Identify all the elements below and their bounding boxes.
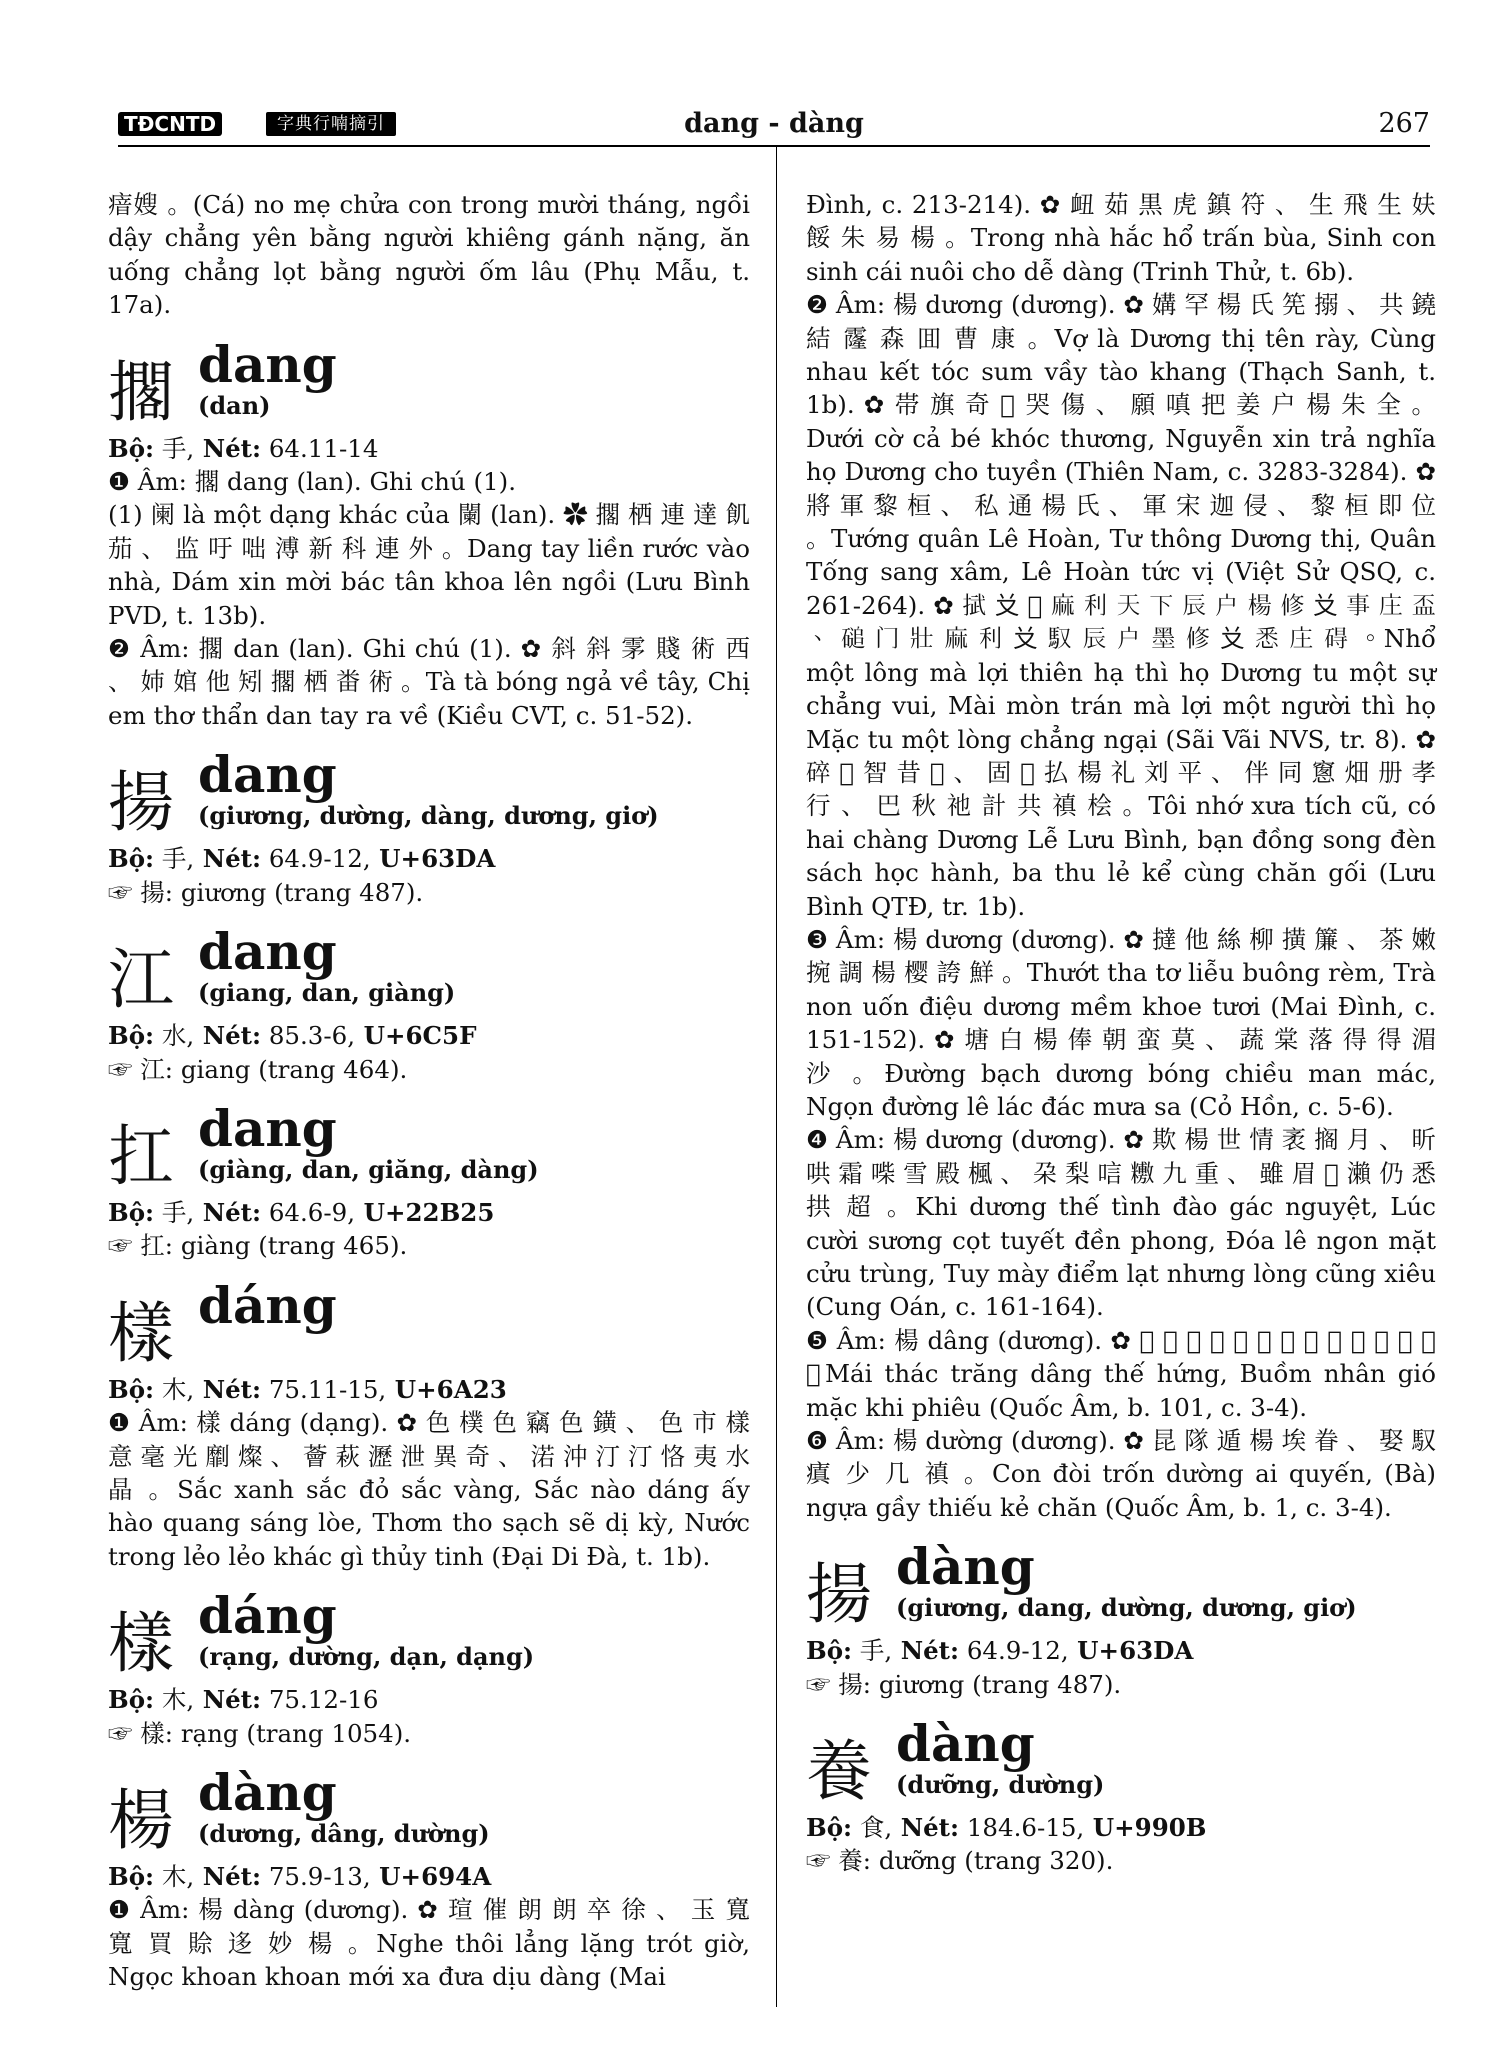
headword-character: 江	[108, 941, 174, 1019]
meta-strokes: 64.11-14	[261, 433, 379, 463]
entry-head	[108, 334, 750, 431]
headword: dáng	[198, 1275, 337, 1335]
alternate-readings: (giang, dan, giàng)	[198, 978, 456, 1008]
headword-character: 擱	[108, 353, 174, 431]
meta-label-radical: Bộ:	[108, 1374, 155, 1404]
sense-line: ❹ Âm: 楊 dương (dương). ✿ 欺 楊 世 情 袤 搁 月 、 昕 哄 霜 喍 雪 殿 楓 、 朶 梨 唁 𥼼 九 重 、 雖 眉 𥘀 瀨 仍 悉 拱 超 。Khi dương thế tình đào gác nguyệt, Lúc cười sương cọt tuyết đền phong, Đóa lê ngon mặt cửu trùng, Tuy mày điểm lạt nhưng lòng cũng xiêu (Cung Oán, c. 161-164).	[806, 1125, 1436, 1322]
sense-line: ❸ Âm: 楊 dương (dương). ✿ 撻 他 絲 柳 撗 簾 、 茶 嫩 捥 調 楊 樱 誇 鮮 。Thướt tha tơ liễu buông rèm, Trà non uốn điệu dương mềm khoe tươi (Mai Đình, c. 151-152). ✿ 塘 白 楊 俸 朝 蛮 莫 、 蔬 棠 落 得 得 湄 沙 。Đường bạch dương bóng chiều man mác, Ngọn đường lê lác đác mưa sa (Cỏ Hồn, c. 5-6).	[806, 924, 1436, 1121]
meta-unicode: U+990B	[1084, 1813, 1207, 1843]
headword: dang	[198, 922, 337, 982]
entry-meta	[108, 1019, 750, 1052]
meta-radical: 手,	[154, 433, 195, 463]
headword-block	[198, 1098, 539, 1184]
meta-radical: 手,	[154, 1197, 195, 1227]
meta-strokes: 75.9-13,	[261, 1861, 371, 1891]
meta-label-strokes: Nét:	[194, 433, 262, 463]
meta-radical: 水,	[154, 1021, 195, 1051]
alternate-readings: (giương, dang, dường, dương, giơ)	[896, 1593, 1357, 1623]
meta-strokes: 184.6-15,	[959, 1813, 1085, 1843]
right-entries	[806, 1537, 1436, 1878]
continuation-text: Đình, c. 213-214). ✿ 衄 茹 黒 虎 鎮 符 、 生 飛 生 妋 餒 朱 易 楊 。Trong nhà hắc hổ trấn bùa, Sinh con sinh cái nuôi cho dễ dàng (Trinh Thử, t. 6b).	[806, 190, 1436, 286]
left-column	[108, 188, 750, 1994]
meta-unicode: U+6C5F	[355, 1021, 477, 1051]
meta-unicode: U+694A	[370, 1861, 492, 1891]
meta-label-radical: Bộ:	[108, 433, 155, 463]
meta-label-strokes: Nét:	[892, 1636, 960, 1666]
alternate-readings: (dưỡng, dường)	[896, 1770, 1105, 1800]
right-column	[806, 188, 1436, 1878]
meta-label-radical: Bộ:	[108, 1021, 155, 1051]
sense-line: ☞ 樣: rạng (trang 1054).	[108, 1718, 412, 1748]
alternate-readings: (dan)	[198, 390, 271, 420]
headword-character: 樣	[108, 1605, 174, 1683]
seal-logo: 字典行喃摘引	[266, 112, 396, 136]
meta-label-strokes: Nét:	[194, 1374, 262, 1404]
meta-label-radical: Bộ:	[108, 1197, 155, 1227]
entry-head	[108, 1586, 750, 1683]
sense-line: ❶ Âm: 樣 dáng (dạng). ✿ 色 樸 色 竊 色 鐄 、 色 市 樣 意 毫 光 劘 燦 、 薈 萩 瀝 泄 異 奇 、 渃 沖 汀 汀 恪 夷 水 晶 。Sắc xanh sắc đỏ sắc vàng, Sắc nào dáng ấy hào quang sáng lòe, Thơm tho sạch sẽ dị kỳ, Nước trong lẻo lẻo khác gì thủy tinh (Đại Di Đà, t. 1b).	[108, 1408, 750, 1571]
headword-block	[198, 1275, 337, 1335]
meta-radical: 木,	[154, 1861, 195, 1891]
meta-label-strokes: Nét:	[194, 1685, 262, 1715]
entry-head	[806, 1714, 1436, 1811]
entry-meta	[108, 1196, 750, 1229]
entry-meta	[806, 1811, 1436, 1844]
meta-label-strokes: Nét:	[194, 1861, 262, 1891]
meta-strokes: 64.6-9,	[261, 1197, 356, 1227]
meta-radical: 手,	[154, 844, 195, 874]
headword: dang	[198, 745, 337, 805]
meta-label-radical: Bộ:	[108, 844, 155, 874]
entry-meta	[108, 1683, 750, 1716]
sense-line: (1) 阑 là một dạng khác của 闌 (lan). ✿ 擱 栖 連 達 飢 茄 、 监 吁 咄 溥 新 科 連 外 。Dang tay liền rước vào nhà, Dám xin mời bác tân khoa lên ngồi (Lưu Bình PVD, t. 13b).	[108, 500, 750, 630]
meta-strokes: 85.3-6,	[261, 1021, 356, 1051]
entry-meta	[108, 1860, 750, 1893]
headword: dàng	[198, 1762, 337, 1822]
entry-head	[806, 1537, 1436, 1634]
entry-head	[108, 1098, 750, 1195]
page-number: 267	[1378, 108, 1430, 139]
headword-character: 揚	[806, 1556, 872, 1634]
meta-strokes: 64.9-12,	[959, 1636, 1069, 1666]
meta-strokes: 75.11-15,	[261, 1374, 387, 1404]
headword-block	[198, 922, 456, 1008]
sense-line: ☞ 揚: giương (trang 487).	[108, 877, 424, 907]
alternate-readings: (dương, dâng, dường)	[198, 1818, 490, 1848]
right-sense-list	[806, 288, 1436, 1524]
meta-radical: 手,	[852, 1636, 893, 1666]
header-rule	[118, 145, 1430, 147]
meta-strokes: 75.12-16	[261, 1685, 379, 1715]
alternate-readings: (rạng, dường, dạn, dạng)	[198, 1642, 535, 1672]
entry-head	[108, 1762, 750, 1859]
continuation-text: 瘖嫂 。(Cá) no mẹ chửa con trong mười tháng, ngồi dậy chẳng yên bằng người khiêng gánh nặng, ăn uống chẳng lọt bằng người ốm lâu (Phụ Mẫu, t. 17a).	[108, 190, 750, 320]
page-header	[118, 108, 1430, 148]
meta-label-radical: Bộ:	[806, 1813, 853, 1843]
headword-character: 養	[806, 1733, 872, 1811]
entry-meta	[108, 842, 750, 875]
sense-line: ☞ 江: giang (trang 464).	[108, 1054, 408, 1084]
headword-block	[198, 745, 659, 831]
sense-line: ❶ Âm: 楊 dàng (dương). ✿ 瑄 催 朗 朗 卒 徐 、 玉 寬 寬 買 賒 迻 妙 楊 。Nghe thôi lẳng lặng trót giờ, Ngọc khoan khoan mới xa đưa dịu dàng (Mai	[108, 1895, 750, 1992]
publisher-logo: TĐCNTD	[118, 112, 222, 136]
meta-label-strokes: Nét:	[194, 1021, 262, 1051]
headword: dang	[198, 1098, 337, 1158]
headword: dàng	[896, 1537, 1035, 1597]
sense-line: ❶ Âm: 擱 dang (lan). Ghi chú (1).	[108, 467, 516, 497]
meta-label-radical: Bộ:	[108, 1685, 155, 1715]
meta-unicode: U+63DA	[1068, 1636, 1194, 1666]
running-head: dang - dàng	[684, 108, 864, 139]
alternate-readings: (giàng, dan, giăng, dàng)	[198, 1154, 539, 1184]
headword-character: 揚	[108, 764, 174, 842]
meta-radical: 食,	[852, 1813, 893, 1843]
meta-unicode: U+6A23	[386, 1374, 507, 1404]
sense-line: ❺ Âm: 楊 dâng (dương). ✿ 𣘃 托 㬉 楊 吻 興 、 帆 因 𩙍 默 欺 漂 。Mái thác trăng dâng thế hứng, Buồm nhân gió mặc khi phiêu (Quốc Âm, b. 101, c. 3-4).	[806, 1325, 1436, 1422]
headword-character: 楊	[108, 1781, 174, 1859]
headword-block	[198, 1586, 535, 1672]
headword: dang	[198, 334, 337, 394]
sense-line: ❻ Âm: 楊 dường (dương). ✿ 昆 隊 遁 楊 埃 眷 、 娶 馭 瘨 少 几 禛 。Con đòi trốn dường ai quyến, (Bà) ngựa gầy thiếu kẻ chăn (Quốc Âm, b. 1, c. 3-4).	[806, 1426, 1436, 1522]
meta-label-strokes: Nét:	[892, 1813, 960, 1843]
meta-radical: 木,	[154, 1374, 195, 1404]
meta-label-strokes: Nét:	[194, 844, 262, 874]
headword-character: 扛	[108, 1117, 174, 1195]
alternate-readings: (giương, dường, dàng, dương, giơ)	[198, 801, 659, 831]
headword: dàng	[896, 1714, 1035, 1774]
entry-head	[108, 745, 750, 842]
column-divider	[776, 147, 777, 2007]
entry-head	[108, 922, 750, 1019]
left-entries	[108, 334, 750, 1994]
sense-line: ❷ Âm: 楊 dương (dương). ✿ 媾 罕 楊 氏 筅 搦 、 共 鐃 結 霳 森 囬 曹 康 。Vợ là Dương thị tên rày, Cùng nhau kết tóc sum vầy tào khang (Thạch Sanh, t. 1b). ✿ 帯 旗 奇 𠇇 哭 傷 、 願 嗔 把 姜 户 楊 朱 全 。Dưới cờ cả bé khóc thương, Nguyễn xin trả nghĩa họ Dương cho tuyền (Thiên Nam, c. 3283-3284). ✿ 將 軍 黎 桓 、 私 通 楊 氏 、 軍 宋 迦 侵 、 黎 桓 即 位 。Tướng quân Lê Hoàn, Tư thông Dương thị, Quân Tống sang xâm, Lê Hoàn tức vị (Việt Sử QSQ, c. 261-264). ✿ 𢯞 𠬠 𩯀 麻 利 天 下 辰 户 楊 修 𠬠 事 庄 盃 、 磓 门 壯 麻 利 𠬠 馭 辰 户 墨 修 𠬠 悉 庄 碍 。Nhổ một lông mà lợi thiên hạ thì họ Dương tu một sự chẳng vui, Mài mòn trán mà lợi một người thì họ Mặc tu một lòng chẳng ngại (Sãi Vãi NVS, tr. 8). ✿ 碎 𢝙 智 昔 𡅳 、 固 𠀧 払 楊 礼 刘 平 、 伴 同 窻 畑 册 孝 行 、 巴 秋 祂 計 共 禛 桧 。Tôi nhớ xưa tích cũ, có hai chàng Dương Lễ Lưu Bình, bạn đồng song đèn sách học hành, ba thu lẻ kể cùng chăn gối (Lưu Bình QTĐ, tr. 1b).	[806, 290, 1436, 921]
sense-line: ❷ Âm: 擱 dan (lan). Ghi chú (1). ✿ 斜 斜 雺 賤 術 西 、 姉 婠 他 矧 擱 栖 畨 術 。Tà tà bóng ngả về tây, Chị em thơ thẩn dan tay ra về (Kiều CVT, c. 51-52).	[108, 634, 750, 730]
sense-line: ☞ 養: dưỡng (trang 320).	[806, 1846, 1114, 1876]
meta-unicode: U+63DA	[370, 844, 496, 874]
headword-character: 樣	[108, 1294, 174, 1372]
sense-line: ☞ 揚: giương (trang 487).	[806, 1669, 1122, 1699]
headword-block	[896, 1537, 1357, 1623]
meta-label-radical: Bộ:	[108, 1861, 155, 1891]
headword-block	[198, 334, 337, 420]
headword-block	[198, 1762, 490, 1848]
entry-meta	[108, 432, 750, 465]
headword: dáng	[198, 1586, 337, 1646]
sense-line: ☞ 扛: giàng (trang 465).	[108, 1231, 408, 1261]
meta-strokes: 64.9-12,	[261, 844, 371, 874]
headword-block	[896, 1714, 1105, 1800]
entry-meta	[806, 1634, 1436, 1667]
meta-unicode: U+22B25	[355, 1197, 495, 1227]
entry-meta	[108, 1373, 750, 1406]
meta-label-strokes: Nét:	[194, 1197, 262, 1227]
meta-radical: 木,	[154, 1685, 195, 1715]
entry-head	[108, 1275, 750, 1372]
meta-label-radical: Bộ:	[806, 1636, 853, 1666]
